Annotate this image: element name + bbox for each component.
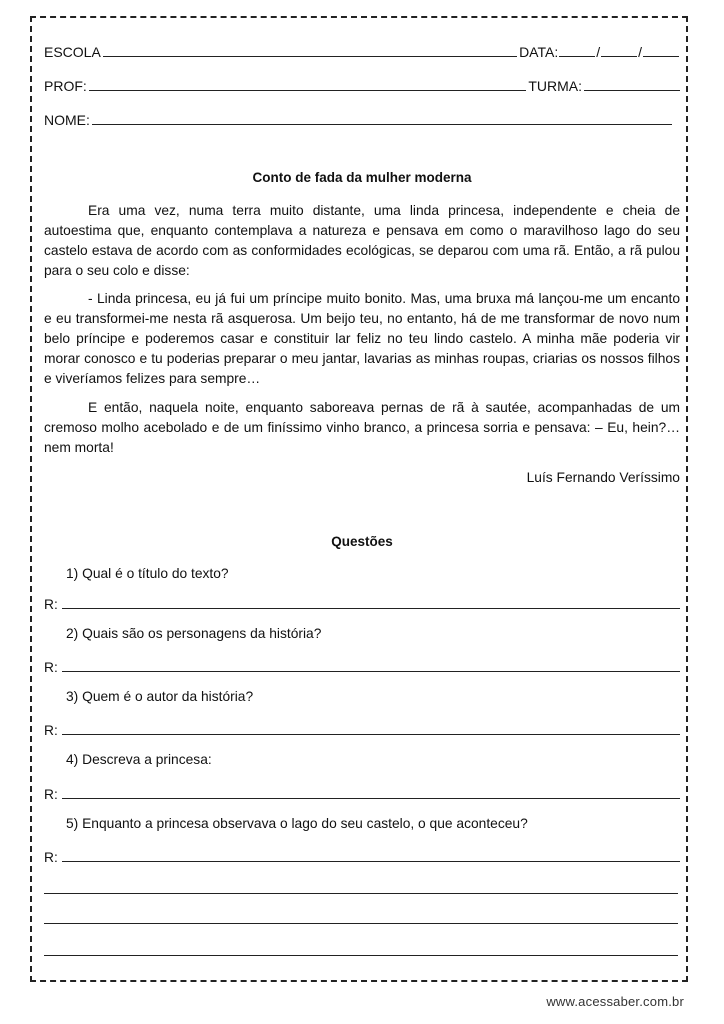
date-separator: / xyxy=(638,44,642,60)
prof-row xyxy=(44,74,680,94)
prof-field[interactable] xyxy=(89,90,527,91)
answer-field-3[interactable] xyxy=(62,734,680,735)
worksheet-border xyxy=(30,16,688,982)
answer-label: R: xyxy=(44,723,58,738)
answer-label: R: xyxy=(44,850,58,865)
story-title: Conto de fada da mulher moderna xyxy=(252,170,472,185)
answer-extra-line[interactable] xyxy=(44,893,678,894)
nome-field[interactable] xyxy=(92,124,672,125)
answer-row-5 xyxy=(44,847,680,865)
date-separator: / xyxy=(596,44,601,60)
answer-field-5[interactable] xyxy=(62,861,680,862)
answer-field-2[interactable] xyxy=(62,671,680,672)
answer-extra-line[interactable] xyxy=(44,923,678,924)
escola-field[interactable] xyxy=(103,56,517,57)
answer-field-1[interactable] xyxy=(62,608,680,609)
story-paragraph: E então, naquela noite, enquanto saboreava pernas de rã à sautée, acompanhadas de um cremoso molho acebolado e de um finíssimo vinho branco, a princesa sorria e pensava: – Eu, hein?… nem morta! xyxy=(44,400,680,455)
answer-row-1 xyxy=(44,594,680,612)
escola-label: ESCOLA xyxy=(44,44,101,60)
data-label: DATA: xyxy=(519,44,559,60)
prof-label: PROF: xyxy=(44,78,87,94)
date-year-field[interactable] xyxy=(643,56,679,57)
answer-field-4[interactable] xyxy=(62,798,680,799)
answer-row-3 xyxy=(44,720,680,738)
question-3: 3) Quem é o autor da história? xyxy=(66,689,254,704)
nome-label: NOME: xyxy=(44,112,90,128)
answer-label: R: xyxy=(44,660,58,675)
answer-row-2 xyxy=(44,657,680,675)
nome-row xyxy=(44,108,680,128)
questions-title: Questões xyxy=(331,534,393,549)
answer-extra-line[interactable] xyxy=(44,955,678,956)
question-5: 5) Enquanto a princesa observava o lago do seu castelo, o que aconteceu? xyxy=(66,816,528,831)
question-4: 4) Descreva a princesa: xyxy=(66,752,212,767)
turma-label: TURMA: xyxy=(528,78,582,94)
turma-field[interactable] xyxy=(584,90,680,91)
answer-row-4 xyxy=(44,784,680,802)
date-month-field[interactable] xyxy=(601,56,637,57)
question-1: 1) Qual é o título do texto? xyxy=(66,566,229,581)
answer-label: R: xyxy=(44,597,58,612)
story-paragraph: - Linda princesa, eu já fui um príncipe muito bonito. Mas, uma bruxa má lançou-me um encanto e eu transformei-me nesta rã asquerosa. Um beijo teu, no entanto, há de me transformar de novo num belo príncipe e poderemos casar e constituir lar feliz no teu lindo castelo. A minha mãe poderia vir morar conosco e tu poderias preparar o meu jantar, lavarias as minhas roupas, criarias os nossos filhos e viveríamos felizes para sempre… xyxy=(44,291,680,386)
website-footer: www.acessaber.com.br xyxy=(546,994,684,1009)
story-paragraph: Era uma vez, numa terra muito distante, uma linda princesa, independente e cheia de autoestima que, enquanto contemplava a natureza e pensava em como o maravilhoso lago do seu castelo estava de acordo com as conformidades ecológicas, se deparou com uma rã. Então, a rã pulou para o seu colo e disse: xyxy=(44,203,680,278)
question-2: 2) Quais são os personagens da história? xyxy=(66,626,322,641)
answer-label: R: xyxy=(44,787,58,802)
date-day-field[interactable] xyxy=(559,56,595,57)
escola-row xyxy=(44,40,680,60)
story-author: Luís Fernando Veríssimo xyxy=(526,470,680,485)
